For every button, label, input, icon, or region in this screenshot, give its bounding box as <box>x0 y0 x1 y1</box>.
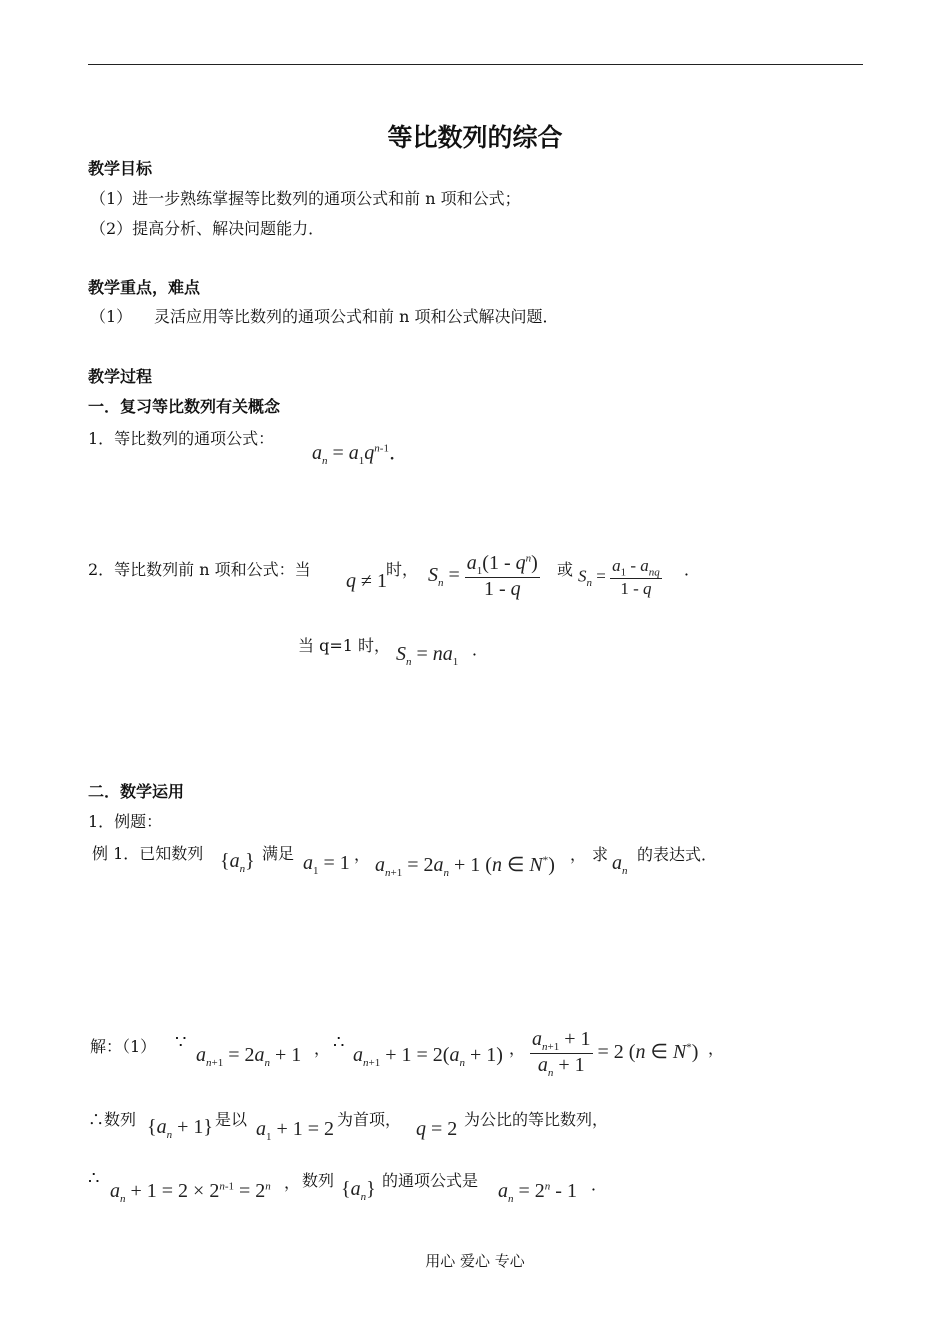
sum-q1-period: ． <box>472 640 489 659</box>
objectives-heading: 教学目标 <box>88 159 153 178</box>
key-point-text: 灵活应用等比数列的通项公式和前 n 项和公式解决问题． <box>154 307 559 326</box>
key-points-heading: 教学重点，难点 <box>88 278 201 297</box>
solution-comma-4: ， <box>284 1173 301 1192</box>
is-with-text: 是以 <box>215 1110 248 1129</box>
solution-comma-1: ， <box>314 1039 331 1058</box>
solution-comma-3: ， <box>708 1039 725 1058</box>
example-comma-1: ， <box>354 845 371 864</box>
examples-label: 1．例题： <box>88 812 163 831</box>
section2-heading: 二．数学运用 <box>88 782 185 801</box>
sum-formula-label: 2．等比数列前 n 项和公式：当 <box>88 560 311 579</box>
when-comma: 时， <box>386 560 419 579</box>
solution-ratio: $\frac{a_{n+1} + 1}{a_n + 1}$ = 2 (n ∈ N*) <box>532 1028 699 1079</box>
because-symbol: ∵ <box>175 1032 187 1053</box>
sum-formula-1: $S_n$ = $\frac{a_1(1 - q^n)}{1 - q}$ <box>428 552 538 600</box>
sum-q1-formula: $S_n = na_1$ <box>396 643 459 668</box>
objective-item-1: （1）进一步熟练掌握等比数列的通项公式和前 n 项和公式； <box>90 189 521 208</box>
solution-step-3: $a_n + 1 = 2 \times 2^{n-1} = 2^n$ <box>110 1180 271 1205</box>
general-formula-text: 的通项公式是 <box>382 1171 479 1190</box>
sequence-an-2: $\{a_n\}$ <box>341 1178 376 1203</box>
sum-formula-2: $S_n$ = $\frac{a_1 - a_{nq}}{1 - q}$ <box>578 556 660 599</box>
solution-step-1: $a_{n+1} = 2a_n + 1$ <box>196 1044 302 1069</box>
shifted-sequence: $\{a_n + 1\}$ <box>147 1116 213 1141</box>
example1-prefix: 例 1．已知数列 <box>92 844 204 863</box>
header-rule <box>88 64 863 65</box>
first-term-value: $a_1 + 1 = 2$ <box>256 1118 335 1143</box>
therefore-symbol-1: ∴ <box>333 1032 345 1053</box>
q-not-one-condition: q ≠ 1 <box>346 570 387 592</box>
first-term-text: 为首项， <box>337 1110 402 1129</box>
sequence-text: 数列 <box>302 1171 335 1190</box>
expression-text: 的表达式． <box>637 845 718 864</box>
recurrence-relation: $a_{n+1} = 2a_n + 1$ (n ∈ N*) <box>375 854 555 879</box>
page-footer: 用心 爱心 专心 <box>425 1252 525 1270</box>
page-title: 等比数列的综合 <box>387 123 563 152</box>
find-text: 求 <box>592 845 609 864</box>
satisfies-text: 满足 <box>262 844 295 863</box>
process-heading: 教学过程 <box>88 367 153 386</box>
solution-comma-2: ， <box>509 1039 526 1058</box>
section1-heading: 一．复习等比数列有关概念 <box>88 397 281 416</box>
therefore-symbol-2: ∴ <box>88 1168 100 1189</box>
general-term-formula: $a_n = a_1q^{n-1}$． <box>312 442 409 467</box>
general-term-label: 1．等比数列的通项公式： <box>88 429 275 448</box>
final-period: ． <box>591 1175 608 1194</box>
objective-item-2: （2）提高分析、解决问题能力． <box>90 219 325 238</box>
solution-label: 解：（1） <box>90 1037 157 1056</box>
solution-step-2: $a_{n+1} + 1 = 2(a_n + 1)$ <box>353 1044 503 1069</box>
sum-formula-period: ． <box>684 560 701 579</box>
target-an: $a_n$ <box>612 852 628 877</box>
ratio-text: 为公比的等比数列， <box>464 1110 609 1129</box>
or-text: 或 <box>557 560 574 579</box>
sequence-prefix: ∴数列 <box>88 1110 137 1129</box>
example-comma-2: ， <box>570 845 587 864</box>
final-answer: $a_n = 2^n - 1$ <box>498 1180 577 1205</box>
initial-term: $a_1 = 1$ <box>303 852 350 877</box>
common-ratio-value: q = 2 <box>416 1118 458 1140</box>
q-equals-one-text: 当 q=1 时， <box>298 636 391 655</box>
sequence-an: $\{a_n\}$ <box>220 850 255 875</box>
key-point-number: （1） <box>90 307 133 326</box>
